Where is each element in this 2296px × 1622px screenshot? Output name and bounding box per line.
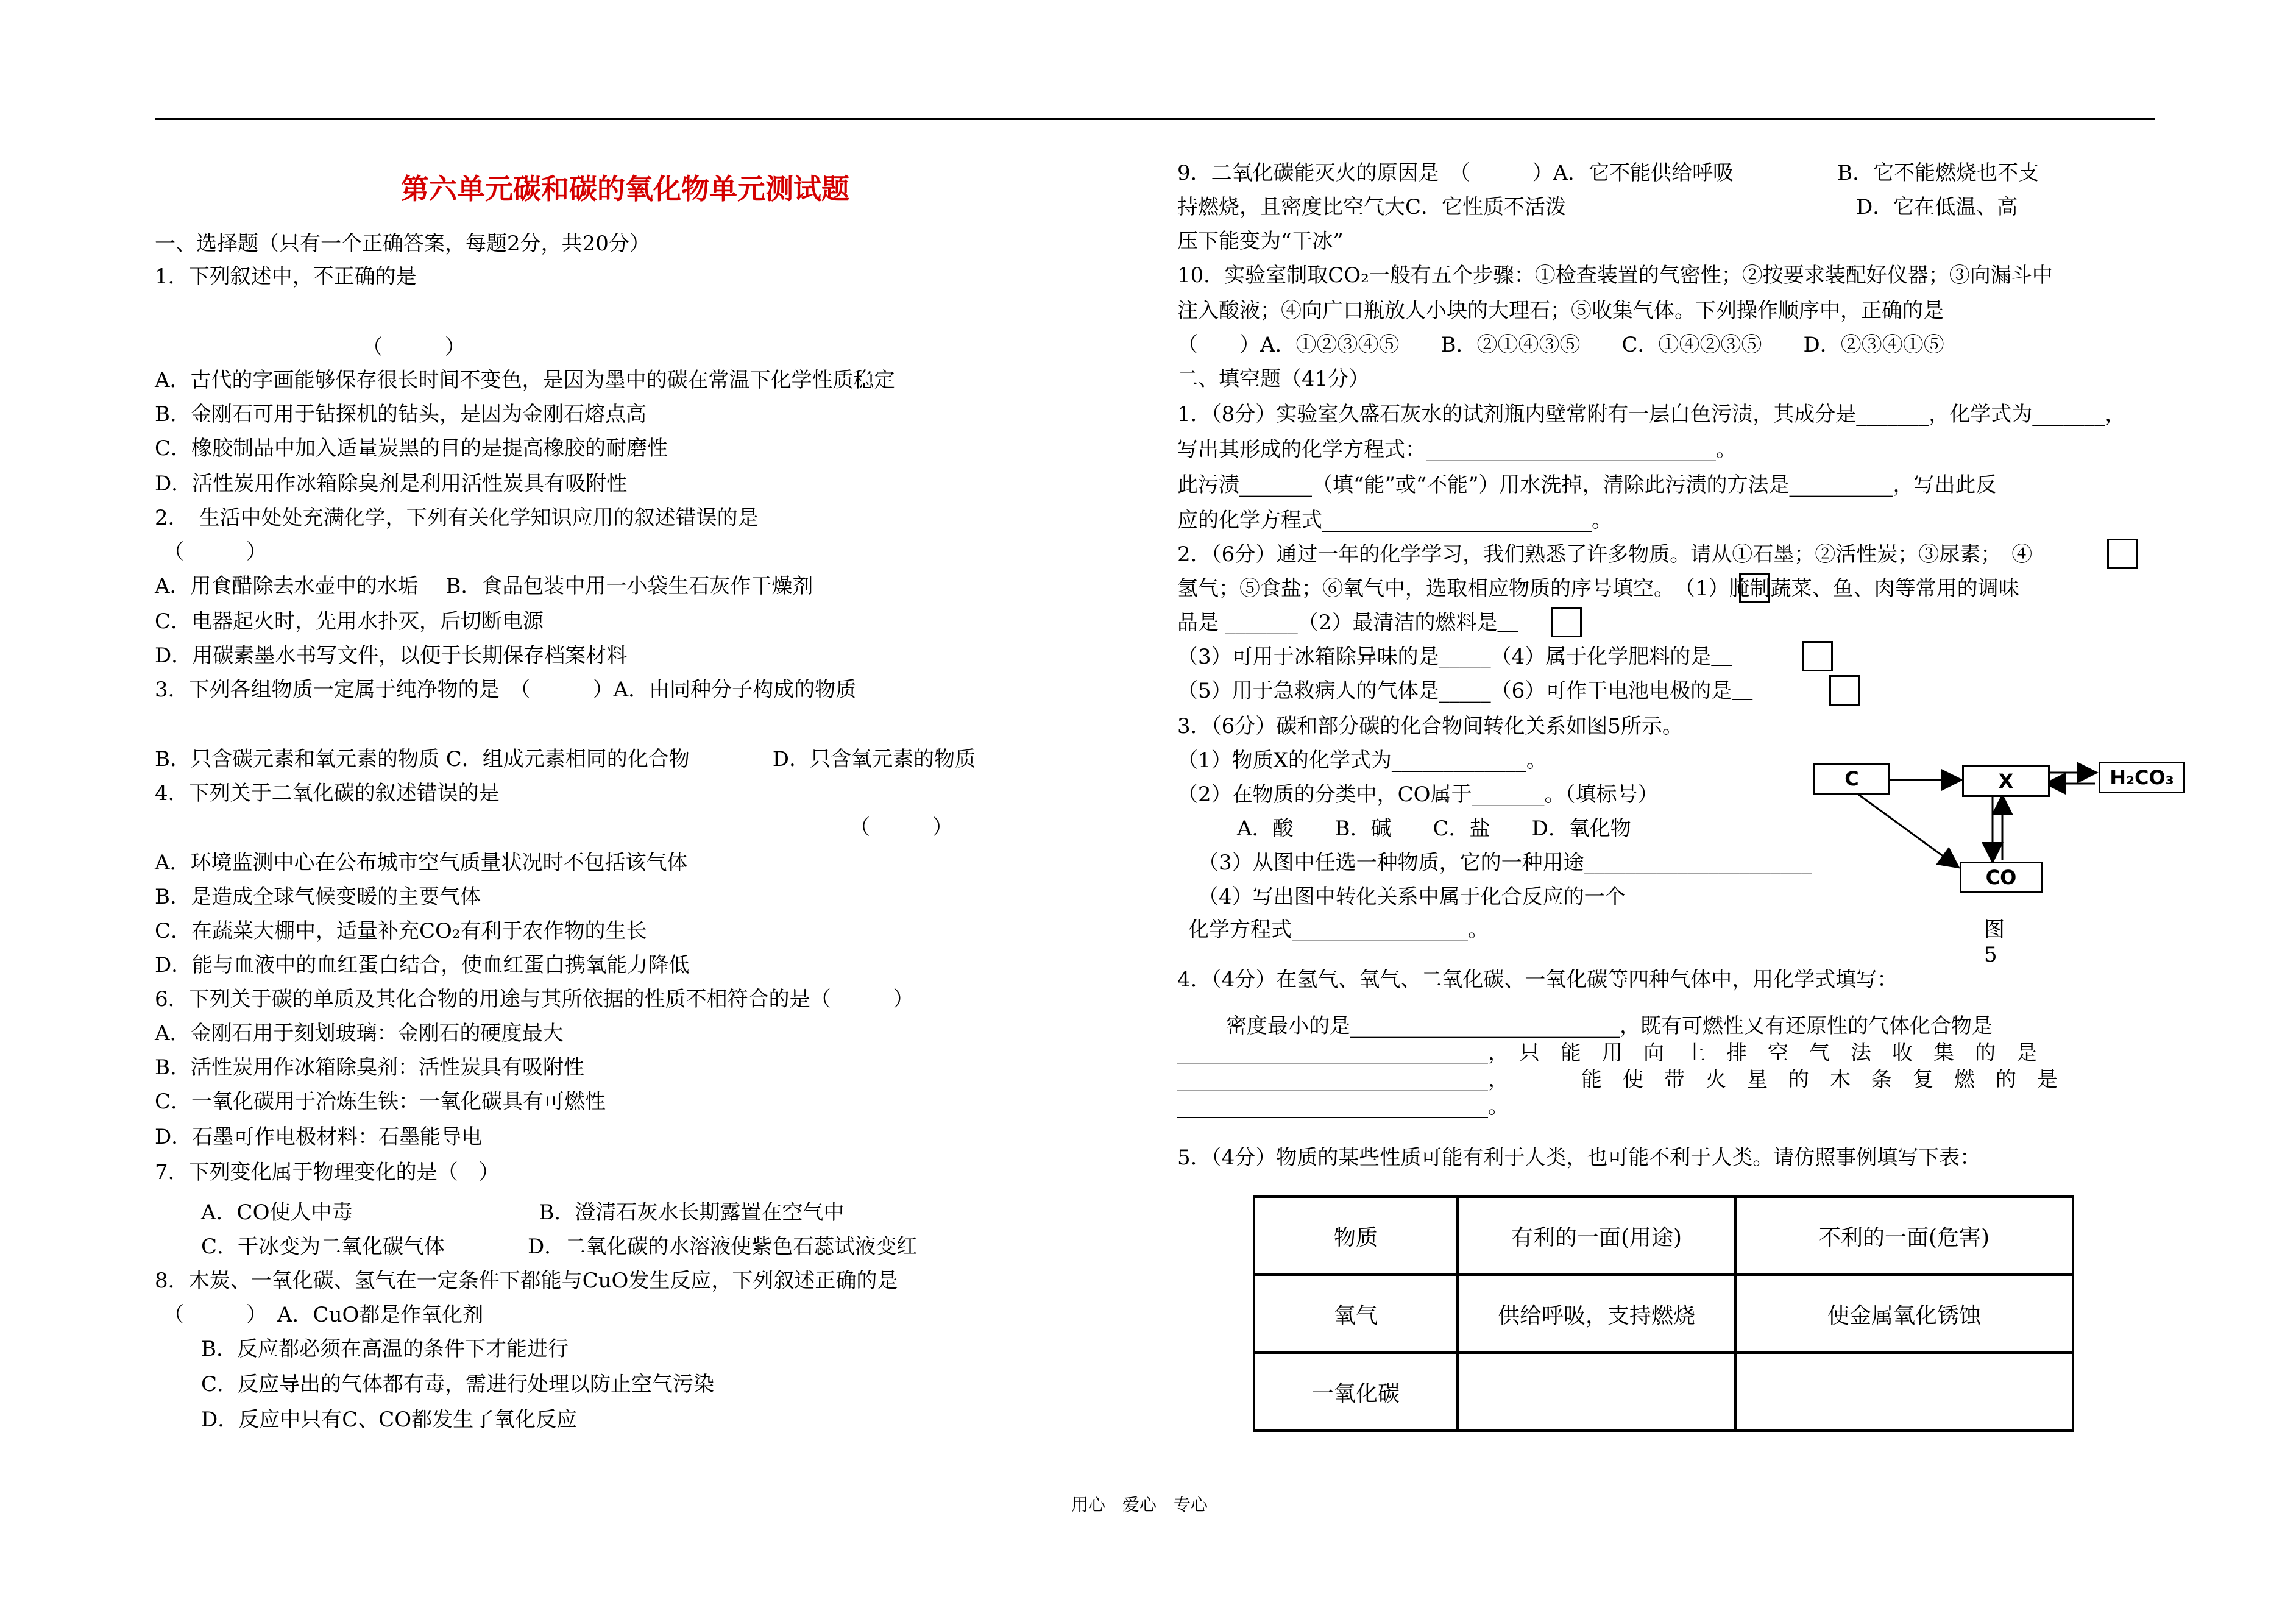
table-header-cell: 有利的一面(用途) xyxy=(1458,1197,1735,1275)
table-row xyxy=(1254,1353,2073,1431)
option-text: D．能与血液中的血红蛋白结合，使血红蛋白携氧能力降低 xyxy=(155,953,690,977)
table-cell-blank[interactable] xyxy=(1458,1353,1735,1431)
question-text: 4．（4分）在氢气、氧气、二氧化碳、一氧化碳等四种气体中，用化学式填写： xyxy=(1177,968,1898,992)
table-cell-blank[interactable] xyxy=(1735,1353,2073,1431)
question-text: 7．下列变化属于物理变化的是（ ） xyxy=(155,1160,500,1185)
option-text: B．是造成全球气候变暖的主要气体 xyxy=(155,885,481,909)
question-text: 氢气；⑤食盐；⑥氧气中，选取相应物质的序号填空。 （1）腌制蔬菜、鱼、肉等常用的调味 xyxy=(1177,576,2019,601)
option-text: A．环境监测中心在公布城市空气质量状况时不包括该气体 xyxy=(155,851,688,875)
question-text: 2．（6分）通过一年的化学学习，我们熟悉了许多物质。请从①石墨；②活性炭；③尿素； ④ xyxy=(1177,542,2033,567)
option-text: C．电器起火时，先用水扑灭，后切断电源 xyxy=(155,609,544,634)
answer-box[interactable] xyxy=(1829,675,1860,706)
question-text: （4）写出图中转化关系中属于化合反应的一个 xyxy=(1198,885,1626,909)
question-text: ______________________________， 能 使 带 火 星 的 木 条 复 燃 的 是 xyxy=(1177,1068,2058,1092)
table-cell: 使金属氧化锈蚀 xyxy=(1735,1275,2073,1353)
option-text: （ ）A．①②③④⑤ B．②①④③⑤ C．①④②③⑤ D．②③④①⑤ xyxy=(1177,333,1944,357)
option-text: B．只含碳元素和氧元素的物质 C．组成元素相同的化合物 D．只含氧元素的物质 xyxy=(155,747,976,771)
question-text: 1．下列叙述中，不正确的是 xyxy=(155,264,417,289)
property-table xyxy=(1253,1195,2074,1432)
diagram-node-x: X xyxy=(1962,765,2050,797)
table-header-cell: 不利的一面(危害) xyxy=(1735,1197,2073,1275)
question-text: （2）在物质的分类中，CO属于_______。（填标号） xyxy=(1177,782,1659,807)
option-text: D．石墨可作电极材料：石墨能导电 xyxy=(155,1125,483,1149)
diagram-node-co: CO xyxy=(1960,862,2043,893)
option-text: C．一氧化碳用于冶炼生铁：一氧化碳具有可燃性 xyxy=(155,1089,606,1114)
table-cell: 一氧化碳 xyxy=(1254,1353,1458,1431)
option-text: A．金刚石用于刻划玻璃：金刚石的硬度最大 xyxy=(155,1021,564,1046)
option-text: B．反应都必须在高温的条件下才能进行 xyxy=(201,1337,569,1361)
question-text: 此污渍_______（填“能”或“不能”）用水洗掉，清除此污渍的方法是__________，写出此反 xyxy=(1177,473,1997,497)
question-text: 压下能变为“干冰” xyxy=(1177,229,1344,253)
option-text: B．活性炭用作冰箱除臭剂：活性炭具有吸附性 xyxy=(155,1055,584,1080)
table-cell: 氧气 xyxy=(1254,1275,1458,1353)
option-text: D．反应中只有C、CO都发生了氧化反应 xyxy=(201,1408,578,1432)
option-text: （ ） A．CuO都是作氧化剂 xyxy=(163,1303,484,1327)
question-text: 9．二氧化碳能灭火的原因是 （ ）A．它不能供给呼吸 B．它不能燃烧也不支 xyxy=(1177,161,2039,185)
answer-box[interactable] xyxy=(1802,641,1833,671)
option-text: A．酸 B．碱 C．盐 D．氧化物 xyxy=(1237,816,1631,841)
question-text: 8．木炭、一氧化碳、氢气在一定条件下都能与CuO发生反应，下列叙述正确的是 xyxy=(155,1269,898,1293)
question-text: 密度最小的是__________________________，既有可燃性又有还原性的气体化合物是 xyxy=(1226,1014,1993,1038)
option-text: D．用碳素墨水书写文件，以便于长期保存档案材料 xyxy=(155,643,628,668)
diagram-node-c: C xyxy=(1813,763,1890,795)
option-text: A．用食醋除去水壶中的水垢 B．食品包装中用一小袋生石灰作干燥剂 xyxy=(155,574,813,598)
option-text: C．橡胶制品中加入适量炭黑的目的是提高橡胶的耐磨性 xyxy=(155,436,668,461)
question-text: ______________________________。 xyxy=(1177,1094,1509,1119)
question-text: 3．下列各组物质一定属于纯净物的是 （ ）A．由同种分子构成的物质 xyxy=(155,678,857,702)
question-text: 4．下列关于二氧化碳的叙述错误的是 xyxy=(155,781,500,806)
table-row xyxy=(1254,1275,2073,1353)
question-text: 3．（6分）碳和部分碳的化合物间转化关系如图5所示。 xyxy=(1177,714,1683,738)
option-text: A．古代的字画能够保存很长时间不变色，是因为墨中的碳在常温下化学性质稳定 xyxy=(155,368,895,392)
diagram-node-h2co3: H₂CO₃ xyxy=(2099,762,2185,793)
section-heading: 二、填空题（41分） xyxy=(1177,367,1370,391)
answer-bracket: （ ） xyxy=(163,540,267,564)
header-rule xyxy=(155,118,2155,120)
table-header-cell: 物质 xyxy=(1254,1197,1458,1275)
question-text: 注入酸液；④向广口瓶放人小块的大理石；⑤收集气体。下列操作顺序中，正确的是 xyxy=(1177,299,1944,323)
question-text: 持燃烧，且密度比空气大C．它性质不活泼 D．它在低温、高 xyxy=(1177,195,2018,219)
answer-box[interactable] xyxy=(2107,539,2138,569)
answer-box[interactable] xyxy=(1551,607,1582,637)
question-text: 10．实验室制取CO₂一般有五个步骤：①检查装置的气密性；②按要求装配好仪器；③向漏斗中 xyxy=(1177,263,2053,288)
section-heading: 一、选择题（只有一个正确答案，每题2分，共20分） xyxy=(155,232,650,256)
diagram-caption: 图5 xyxy=(1984,918,2005,967)
page-footer: 用心 爱心 专心 xyxy=(1071,1495,1208,1515)
question-text: 应的化学方程式__________________________。 xyxy=(1177,508,1612,533)
option-text: C．在蔬菜大棚中，适量补充CO₂有利于农作物的生长 xyxy=(155,919,647,943)
question-text: 写出其形成的化学方程式：____________________________。 xyxy=(1177,437,1737,462)
question-text: ______________________________， 只 能 用 向 上 排 空 气 法 收 集 的 是 xyxy=(1177,1041,2037,1065)
option-text: D．活性炭用作冰箱除臭剂是利用活性炭具有吸附性 xyxy=(155,472,628,496)
question-text: 化学方程式_________________。 xyxy=(1188,918,1489,942)
page-title: 第六单元碳和碳的氧化物单元测试题 xyxy=(401,172,849,205)
question-text: （3）可用于冰箱除异味的是_____（4）属于化学肥料的是＿ xyxy=(1177,645,1732,669)
question-text: 2． 生活中处处充满化学，下列有关化学知识应用的叙述错误的是 xyxy=(155,506,759,530)
question-text: （3）从图中任选一种物质，它的一种用途______________________ xyxy=(1198,851,1812,875)
answer-bracket: （ ） xyxy=(362,335,466,359)
table-cell: 供给呼吸，支持燃烧 xyxy=(1458,1275,1735,1353)
answer-bracket: （ ） xyxy=(849,815,953,840)
option-text: A．CO使人中毒 B．澄清石灰水长期露置在空气中 xyxy=(201,1200,845,1225)
table-row xyxy=(1254,1197,2073,1275)
question-text: 6．下列关于碳的单质及其化合物的用途与其所依据的性质不相符合的是（ ） xyxy=(155,987,914,1011)
question-text: （5）用于急救病人的气体是_____（6）可作干电池电极的是＿ xyxy=(1177,679,1753,703)
option-text: C．干冰变为二氧化碳气体 D．二氧化碳的水溶液使紫色石蕊试液变红 xyxy=(201,1234,918,1259)
option-text: B．金刚石可用于钻探机的钻头，是因为金刚石熔点高 xyxy=(155,402,647,427)
question-text: （1）物质X的化学式为_____________。 xyxy=(1177,748,1547,773)
question-text: 5．（4分）物质的某些性质可能有利于人类，也可能不利于人类。请仿照事例填写下表： xyxy=(1177,1146,1981,1170)
question-text: 品是 _______（2）最清洁的燃料是＿ xyxy=(1177,611,1518,635)
option-text: C．反应导出的气体都有毒，需进行处理以防止空气污染 xyxy=(201,1372,715,1397)
question-text: 1．（8分）实验室久盛石灰水的试剂瓶内壁常附有一层白色污渍，其成分是_______，化学式为_______， xyxy=(1177,402,2126,427)
answer-box[interactable] xyxy=(1739,573,1770,603)
